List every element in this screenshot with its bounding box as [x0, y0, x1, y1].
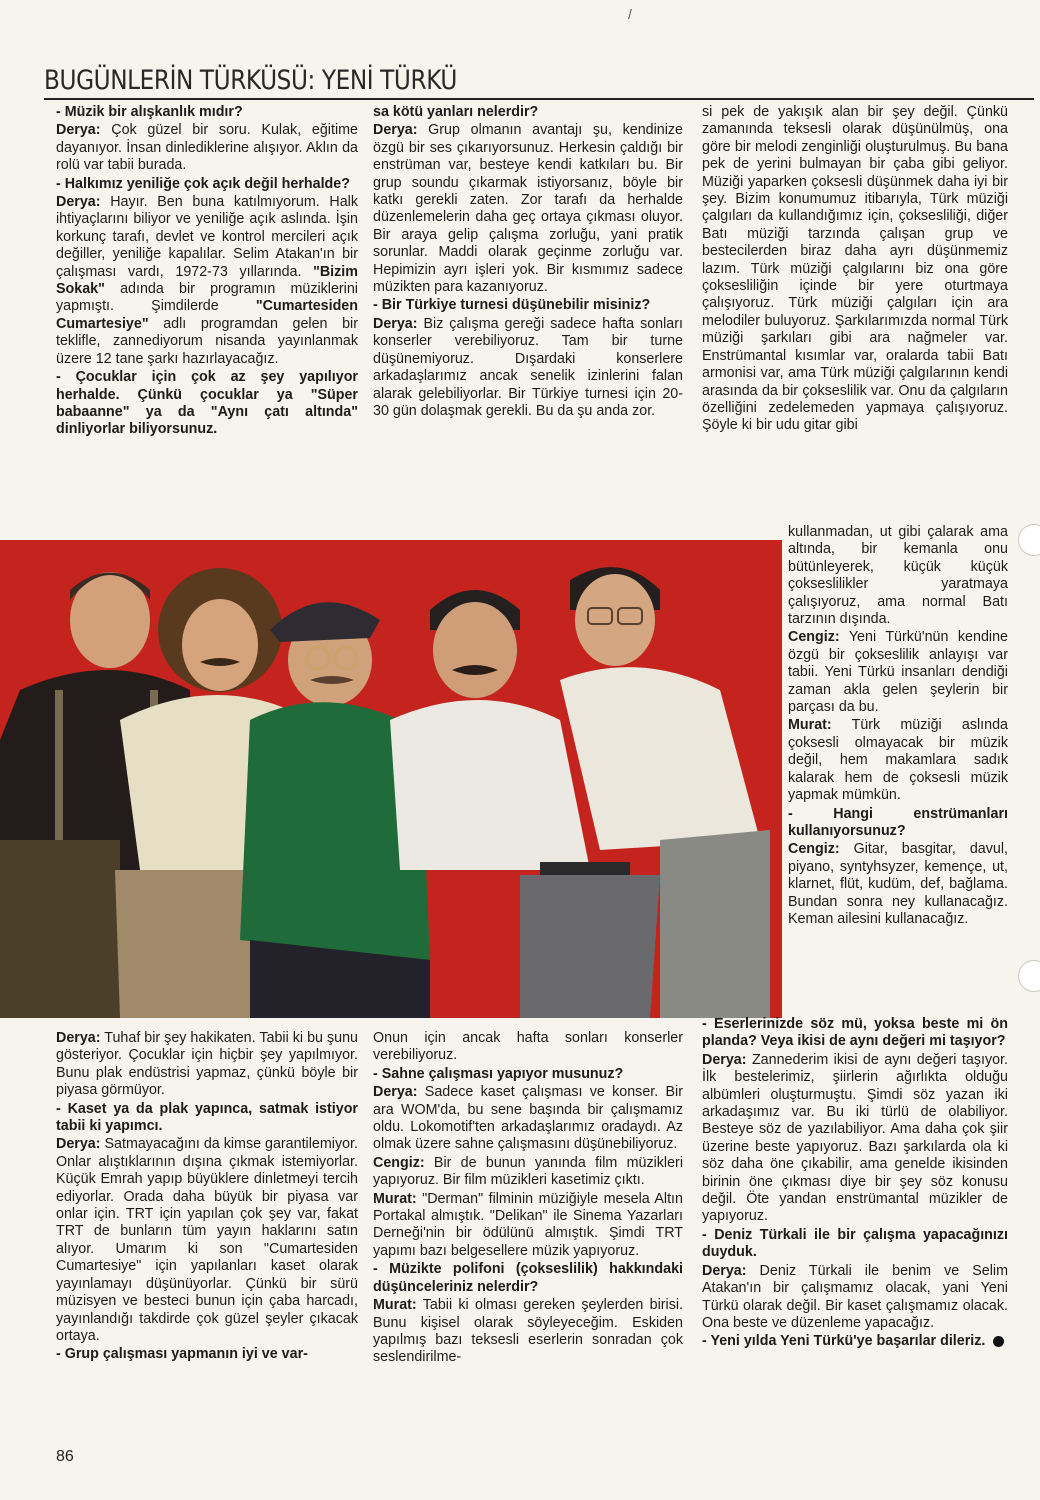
answer-text: Türk müziği aslında çoksesli olmayacak bir müzik değil, hem makamlara sadık kalarak hem de çoksesli müzik yapmak mümkün.	[788, 717, 1008, 804]
question: - Kaset ya da plak yapınca, satmak istiyor tabii ki yapımcı.	[56, 1100, 358, 1135]
question: - Çocuklar için çok az şey yapılıyor herhalde. Çünkü çocuklar ya "Süper babaanne" ya da "Aynı çatı altında" dinliyorlar biliyorsunuz.	[56, 369, 358, 438]
question: - Eserlerinizde söz mü, yoksa beste mi ön planda? Veya ikisi de aynı değeri mi taşıyor?	[702, 1016, 1008, 1050]
speaker-name: Derya:	[373, 1084, 418, 1101]
column-3-bottom	[702, 1016, 1008, 1351]
answer-paragraph	[373, 316, 683, 420]
binder-hole-icon	[1018, 524, 1040, 556]
speaker-name: Cengiz:	[788, 841, 840, 858]
speaker-name: Murat:	[373, 1190, 417, 1207]
speaker-name: Derya:	[373, 315, 418, 332]
answer-paragraph	[788, 717, 1008, 804]
answer-text: Hayır. Ben buna katılmıyorum. Halk ihtiyaçlarını biliyor ve yeniliğe açık aslında. İşin korkunç tarafı, devlet ve kontrol mercileri açık değiller, yeniliğe kapalılar. Selim Atakan'ın bir çalışması vardı, 1972-73 yıllarında.	[56, 194, 358, 280]
column-3-beside-photo	[788, 524, 1008, 928]
answer-paragraph	[373, 1297, 683, 1367]
body-paragraph: si pek de yakışık alan bir şey değil. Çünkü zamanında teksesli olarak düşünülmüş, ona göre bir melodi zenginliği oluşturulmuş. Bu bana pek de yerini bulmayan bir çaba gibi geliyor. Müziği yaparken çoksesli düşünmek daha iyi bir şey. Bizim konumumuz itibarıyla, Türk müziği çalgıları da kullandığımız için, çoksesliliği, diğer Batı müziği tarzında çalışan grup ve bestecilerden biraz daha ayrı düşünmemiz lazım. Türk müziği çalgılarını biz ona göre çoksesliliğin içinde bir yere oturtmaya çalışıyoruz. Türk müziği çalgıları için ara melodiler buluyoruz. Şarkılarımızda normal Türk müziği şarkıları gibi ara nağmeler var. Enstrümantal kısımlar var, oralarda tabii Batı armonisi var, ama Türk müziği çalgılarının kendi arasında da bir çokseslilik var. Onu da çalgıların özelliğini zedelemeden yapmaya çalışıyoruz. Şöyle ki bir udu gitar gibi	[702, 104, 1008, 434]
answer-text: Tabii ki olması gereken şeylerden birisi. Bunu kişisel olarak söyleyeceğim. Eskiden yapılmış bazı teksesli eserlerin sonradan çok seslendirilme-	[373, 1297, 683, 1366]
answer-text: Bir de bunun yanında film müzikleri yapıyoruz. Bir film müzikleri kasetimiz çıktı.	[373, 1154, 683, 1189]
answer-text: Yeni Türkü'nün kendine özgü bir çokseslilik anlayışı var tabii. Yeni Türkü insanları dendiği zaman akla gelen şeylerin bir parçası da bu.	[788, 629, 1008, 716]
binder-hole-icon	[1018, 960, 1040, 992]
answer-paragraph	[373, 1191, 683, 1261]
question: - Hangi enstrümanları kullanıyorsunuz?	[788, 805, 1008, 839]
answer-paragraph	[373, 1084, 683, 1154]
answer-paragraph	[373, 1155, 683, 1190]
answer-paragraph	[788, 629, 1008, 716]
question: - Müzikte polifoni (çokseslilik) hakkındaki düşünceleriniz nelerdir?	[373, 1261, 683, 1295]
question: - Deniz Türkali ile bir çalışma yapacağınızı duyduk.	[702, 1226, 1008, 1261]
answer-paragraph	[788, 841, 1008, 928]
article-header	[44, 58, 1034, 100]
question: - Bir Türkiye turnesi düşünebilir misiniz?	[373, 297, 651, 314]
answer-text: Çok güzel bir soru. Kulak, eğitime dayanıyor. İnsan dinlediklerine alışıyor. Aklın da rolü var tabii burada.	[56, 122, 358, 174]
answer-text: Deniz Türkali ile benim ve Selim Atakan'ın bir çalışmamız olacak, yani Yeni Türkü olarak değil. Bir kaset çalışmamız olacak. Ona beste ve düzenleme yapacağız.	[702, 1262, 1008, 1331]
body-paragraph: kullanmadan, ut gibi çalarak ama altında, bir kemanla onu bütünleyerek, küçük küçük çokseslilikler yaratmaya çalışıyoruz, ama normal Batı tarzının dışında.	[788, 524, 1008, 628]
column-2-top	[373, 104, 683, 420]
question: - Sahne çalışması yapıyor musunuz?	[373, 1065, 624, 1082]
speaker-name: Murat:	[373, 1297, 417, 1314]
answer-text: Tuhaf bir şey hakikaten. Tabii ki bu şunu gösteriyor. Çocuklar için hiçbir şey yapılmıyor. Bunu plak endüstrisi yapmaz, çünkü böyle bir piyasa görmüyor.	[56, 1030, 358, 1099]
speaker-name: Derya:	[702, 1051, 747, 1068]
answer-paragraph	[56, 1030, 358, 1100]
question: - Müzik bir alışkanlık mıdır?	[56, 104, 243, 120]
question: - Grup çalışması yapmanın iyi ve var-	[56, 1346, 308, 1363]
closing-line	[702, 1333, 1008, 1350]
answer-text: Grup olmanın avantajı şu, kendinize özgü bir ses çıkarıyorsunuz. Herkesin çaldığı bir enstrüman var, besteye kendi katkıları bu. Bir grup soundu çıkarmak istiyorsanız, böyle bir katkı gerekli zaten. Zor tarafı da herhalde düzenlemelerin daha geç ortaya çıkması oluyor. Bir araya gelip çalışma zorluğu, yani pratik sorunlar. Maddi olarak geçinme zorluğu var. Hepimizin ayrı işleri yok. Bir kısmımız sadece müzikten para kazanıyoruz.	[373, 122, 683, 296]
page-number: 86	[56, 1448, 74, 1465]
answer-text: adlı programdan gelen bir teklifle, zannediyorum nisanda yayınlanmak üzere 12 tane şarkı hazırlayacağız.	[56, 315, 358, 367]
answer-paragraph	[56, 194, 358, 368]
closing-text: - Yeni yılda Yeni Türkü'ye başarılar dileriz.	[702, 1333, 986, 1350]
column-3-top	[702, 104, 1008, 435]
end-bullet-icon	[993, 1336, 1004, 1347]
program-name: "Bizim Sokak"	[56, 263, 358, 298]
answer-text: Satmayacağını da kimse garantilemiyor. Onlar alıştıklarının dışına çıkmak istemiyorlar. Küçük Emrah yapıp büyüklere dinletmeyi tercih ediyorlar. Orada daha büyük bir piyasa var onlar için. TRT için yapılan çok şey var, fakat TRT de bunların tüm yayın haklarını satın alıyor. Umarım ki son "Cumartesiden Cumartesiye" için yapılanları kaset olarak yayınlamayı düşünüyorlar. Çünkü bir sürü müzisyen ve besteci bunun için çaba harcadı, yayınlandığı takdirde çok güzel şeyler çıkacak ortaya.	[56, 1136, 358, 1344]
body-paragraph: Onun için ancak hafta sonları konserler verebiliyoruz.	[373, 1030, 683, 1064]
speaker-name: Derya:	[56, 194, 101, 211]
answer-text: Biz çalışma gereği sadece hafta sonları konserler verebiliyoruz. Tam bir turne düşünemiyoruz. Dışardaki konserlere arkadaşlarımız ancak senelik izinlerini falan alarak gelebiliyorlar. Bir Türkiye turnesi için 20-30 gün dolaşmak gerekli. Bu da şu anda zor.	[373, 315, 683, 419]
speaker-name: Derya:	[373, 122, 418, 139]
band-photo	[0, 540, 782, 1018]
answer-text: "Derman" filminin müziğiyle mesela Altın Portakal almıştık. "Delikan" ile Sinema Yazarları Derneği'nin bir ödülünü almıştık. Şimdi TRT yapımı bazı belgesellere müzik yapıyoruz.	[373, 1190, 683, 1259]
speaker-name: Derya:	[56, 122, 101, 139]
answer-paragraph	[702, 1263, 1008, 1333]
speaker-name: Derya:	[702, 1262, 747, 1279]
speaker-name: Derya:	[56, 1136, 101, 1153]
question: - Halkımız yeniliğe çok açık değil herhalde?	[56, 175, 350, 192]
article-title: BUGÜNLERİN TÜRKÜSÜ: YENİ TÜRKÜ	[44, 65, 457, 96]
answer-paragraph	[702, 1052, 1008, 1226]
program-name: "Cumartesiden Cumartesiye"	[56, 298, 358, 332]
answer-paragraph	[56, 122, 358, 174]
band-photo-illustration	[0, 540, 782, 1018]
speaker-name: Cengiz:	[373, 1154, 425, 1171]
page-tick-mark: /	[628, 6, 632, 22]
answer-paragraph	[373, 122, 683, 296]
answer-text: Zannederim ikisi de aynı değeri taşıyor. İlk bestelerimiz, şiirlerin ağırlıkta olduğu albümleri oluşturmuştu. Şimdi söz yazan iki arkadaşımız var. Bu iki türlü de olabiliyor. Besteye söz de yazılabiliyor. Ama daha çok şiir üzerine beste yapıyoruz. Bazı şarkılarda ola ki söz daha öne çıkabilir, ama genelde ikisinden birinin öne çıkması diye bir şey söz konusu değil. Öte yandan enstrümantal müzikler de yapıyoruz.	[702, 1051, 1008, 1225]
answer-text: Gitar, basgitar, davul, piyano, syntyhsyzer, kemençe, ut, klarnet, flüt, kudüm, def, bağlama. Bundan sonra ney kullanacağız. Keman ailesini kullanacağız.	[788, 841, 1008, 927]
column-1-top	[56, 104, 358, 439]
column-1-bottom	[56, 1030, 358, 1364]
answer-text: adında bir programın müziklerini yapmıştı. Şimdilerde	[56, 281, 358, 315]
speaker-name: Murat:	[788, 717, 832, 734]
answer-text: Sadece kaset çalışması ve konser. Bir ara WOM'da, bu sene başında bir çalışmamız oldu. Lokomotif'ten arkadaşlarımız oradaydı. Az olmak üzere sahne çalışmasını düşünebiliyoruz.	[373, 1084, 683, 1153]
question: sa kötü yanları nelerdir?	[373, 104, 539, 120]
speaker-name: Derya:	[56, 1030, 101, 1046]
column-2-bottom	[373, 1030, 683, 1367]
speaker-name: Cengiz:	[788, 629, 840, 646]
answer-paragraph	[56, 1136, 358, 1345]
